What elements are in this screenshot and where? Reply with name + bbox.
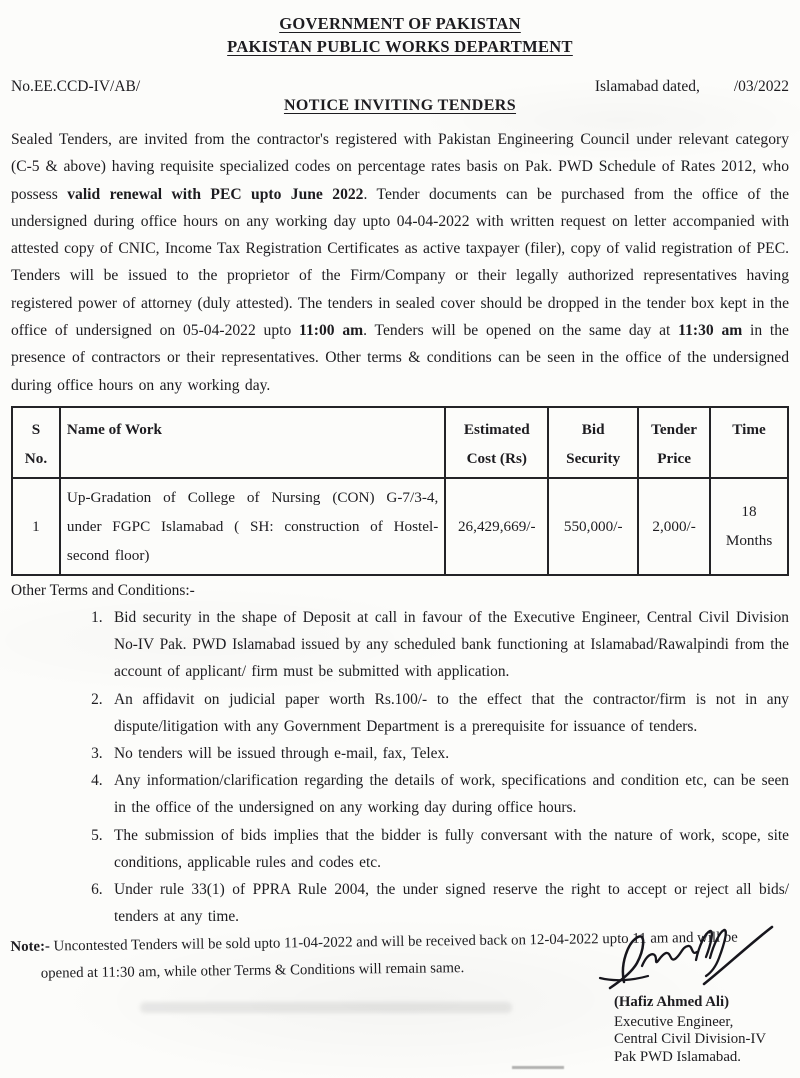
reference-number: No.EE.CCD-IV/AB/ [11,78,141,95]
cell-tender-price: 2,000/- [638,478,710,575]
term-item: 6. Under rule 33(1) of PPRA Rule 2004, the under signed reserve the right to accept or reject all bids/ tenders at any time. [108,876,789,930]
cell-time: 18 Months [710,478,788,575]
scan-smudge-artifact [140,1002,512,1013]
signatory-division: Central Civil Division-IV [614,1031,767,1047]
government-title: GOVERNMENT OF PAKISTAN [279,14,521,33]
text-segment-bold: 11:30 am [678,322,743,340]
department-title: PAKISTAN PUBLIC WORKS DEPARTMENT [227,37,573,56]
terms-list [11,604,789,930]
signatory-name: (Hafiz Ahmed Ali) [614,994,730,1010]
intro-paragraph [11,126,789,399]
term-item: 1. Bid security in the shape of Deposit at call in favour of the Executive Engineer, Central Civil Division No-IV Pak. PWD Islamabad issued by any scheduled bank functioning at Islamabad/Rawalpindi from the account of applicant/ firm must be submitted with application. [108,604,789,686]
cell-bid-security: 550,000/- [548,478,638,575]
table-row [12,478,788,575]
note-text: Uncontested Tenders will be sold upto 11-04-2022 and will be received back on 12-04-2022 upto 11 am and will be opened at 11:30 am, while other Terms & Conditions will remain same. [40,929,738,982]
notice-title: NOTICE INVITING TENDERS [283,97,517,114]
term-item: 4. Any information/clarification regarding the details of work, specifications and condition etc, can be seen in the office of the undersigned on any working day during office hours. [108,767,789,821]
terms-heading: Other Terms and Conditions:- [11,581,195,599]
text-segment-bold: valid renewal with PEC upto June 2022 [67,185,364,203]
note-label: Note:- [10,938,51,956]
text-segment: . Tender documents can be purchased from the office of the undersigned during office hours on any working day upto 04-04-2022 with written request on letter accompanied with attested copy of CNIC, Income Tax Registration Certificates as active taxpayer (filer), copy of valid registration of PEC. Tenders will be issued to the proprietor of the Firm/Company or their legally authorized representatives having registered power of attorney (duly attested). The tenders in sealed cover should be dropped in the tender box kept in the office of undersigned on 05-04-2022 upto [11,185,789,340]
header-name-of-work: Name of Work [60,407,445,478]
cell-name-of-work: Up-Gradation of College of Nursing (CON) G-7/3-4, under FGPC Islamabad ( SH: construction of Hostel- second floor) [60,478,445,575]
reference-line [11,78,789,96]
signature-icon [592,922,777,992]
signatory-title: Executive Engineer, [614,1013,734,1030]
cell-s-no: 1 [12,478,60,575]
text-segment: Sealed Tenders, are invited from the contractor's registered with Pakistan Engineering Council under relevant category (C-5 & above) having requisite specialized codes on percentage rates basis on Pak. PWD Schedule of Rates 2012, who possess [11,131,789,203]
text-segment: in the presence of contractors or their representatives. Other terms & conditions can be seen in the office of the undersigned during office hours on any working day. [11,322,789,394]
header-time: Time [710,407,788,478]
date-value: /03/2022 [733,78,789,95]
signature-area [588,922,788,1066]
date-prefix: Islamabad dated, [594,78,700,95]
tender-works-table [11,406,789,576]
signatory-org: Pak PWD Islamabad. [614,1048,741,1065]
signatory-block [588,994,788,1066]
term-item: 2. An affidavit on judicial paper worth Rs.100/- to the effect that the contractor/firm is not in any dispute/litigation with any Government Department is a prerequisite for issuance of tenders. [108,686,789,740]
cell-estimated-cost: 26,429,669/- [445,478,548,575]
text-segment: . Tenders will be opened on the same day at [363,322,679,340]
date-line [595,78,789,96]
table-header-row [12,407,788,478]
header-tender-price: Tender Price [638,407,710,478]
document-header [11,14,789,115]
scan-dash-artifact [512,1066,564,1069]
term-item: 5. The submission of bids implies that the bidder is fully conversant with the nature of work, scope, site conditions, applicable rules and codes etc. [108,822,789,876]
term-item: 3. No tenders will be issued through e-mail, fax, Telex. [108,740,789,767]
text-segment-bold: 11:00 am [299,322,364,340]
header-bid-security: Bid Security [548,407,638,478]
header-s-no: S No. [12,407,60,478]
header-estimated-cost: Estimated Cost (Rs) [445,407,548,478]
